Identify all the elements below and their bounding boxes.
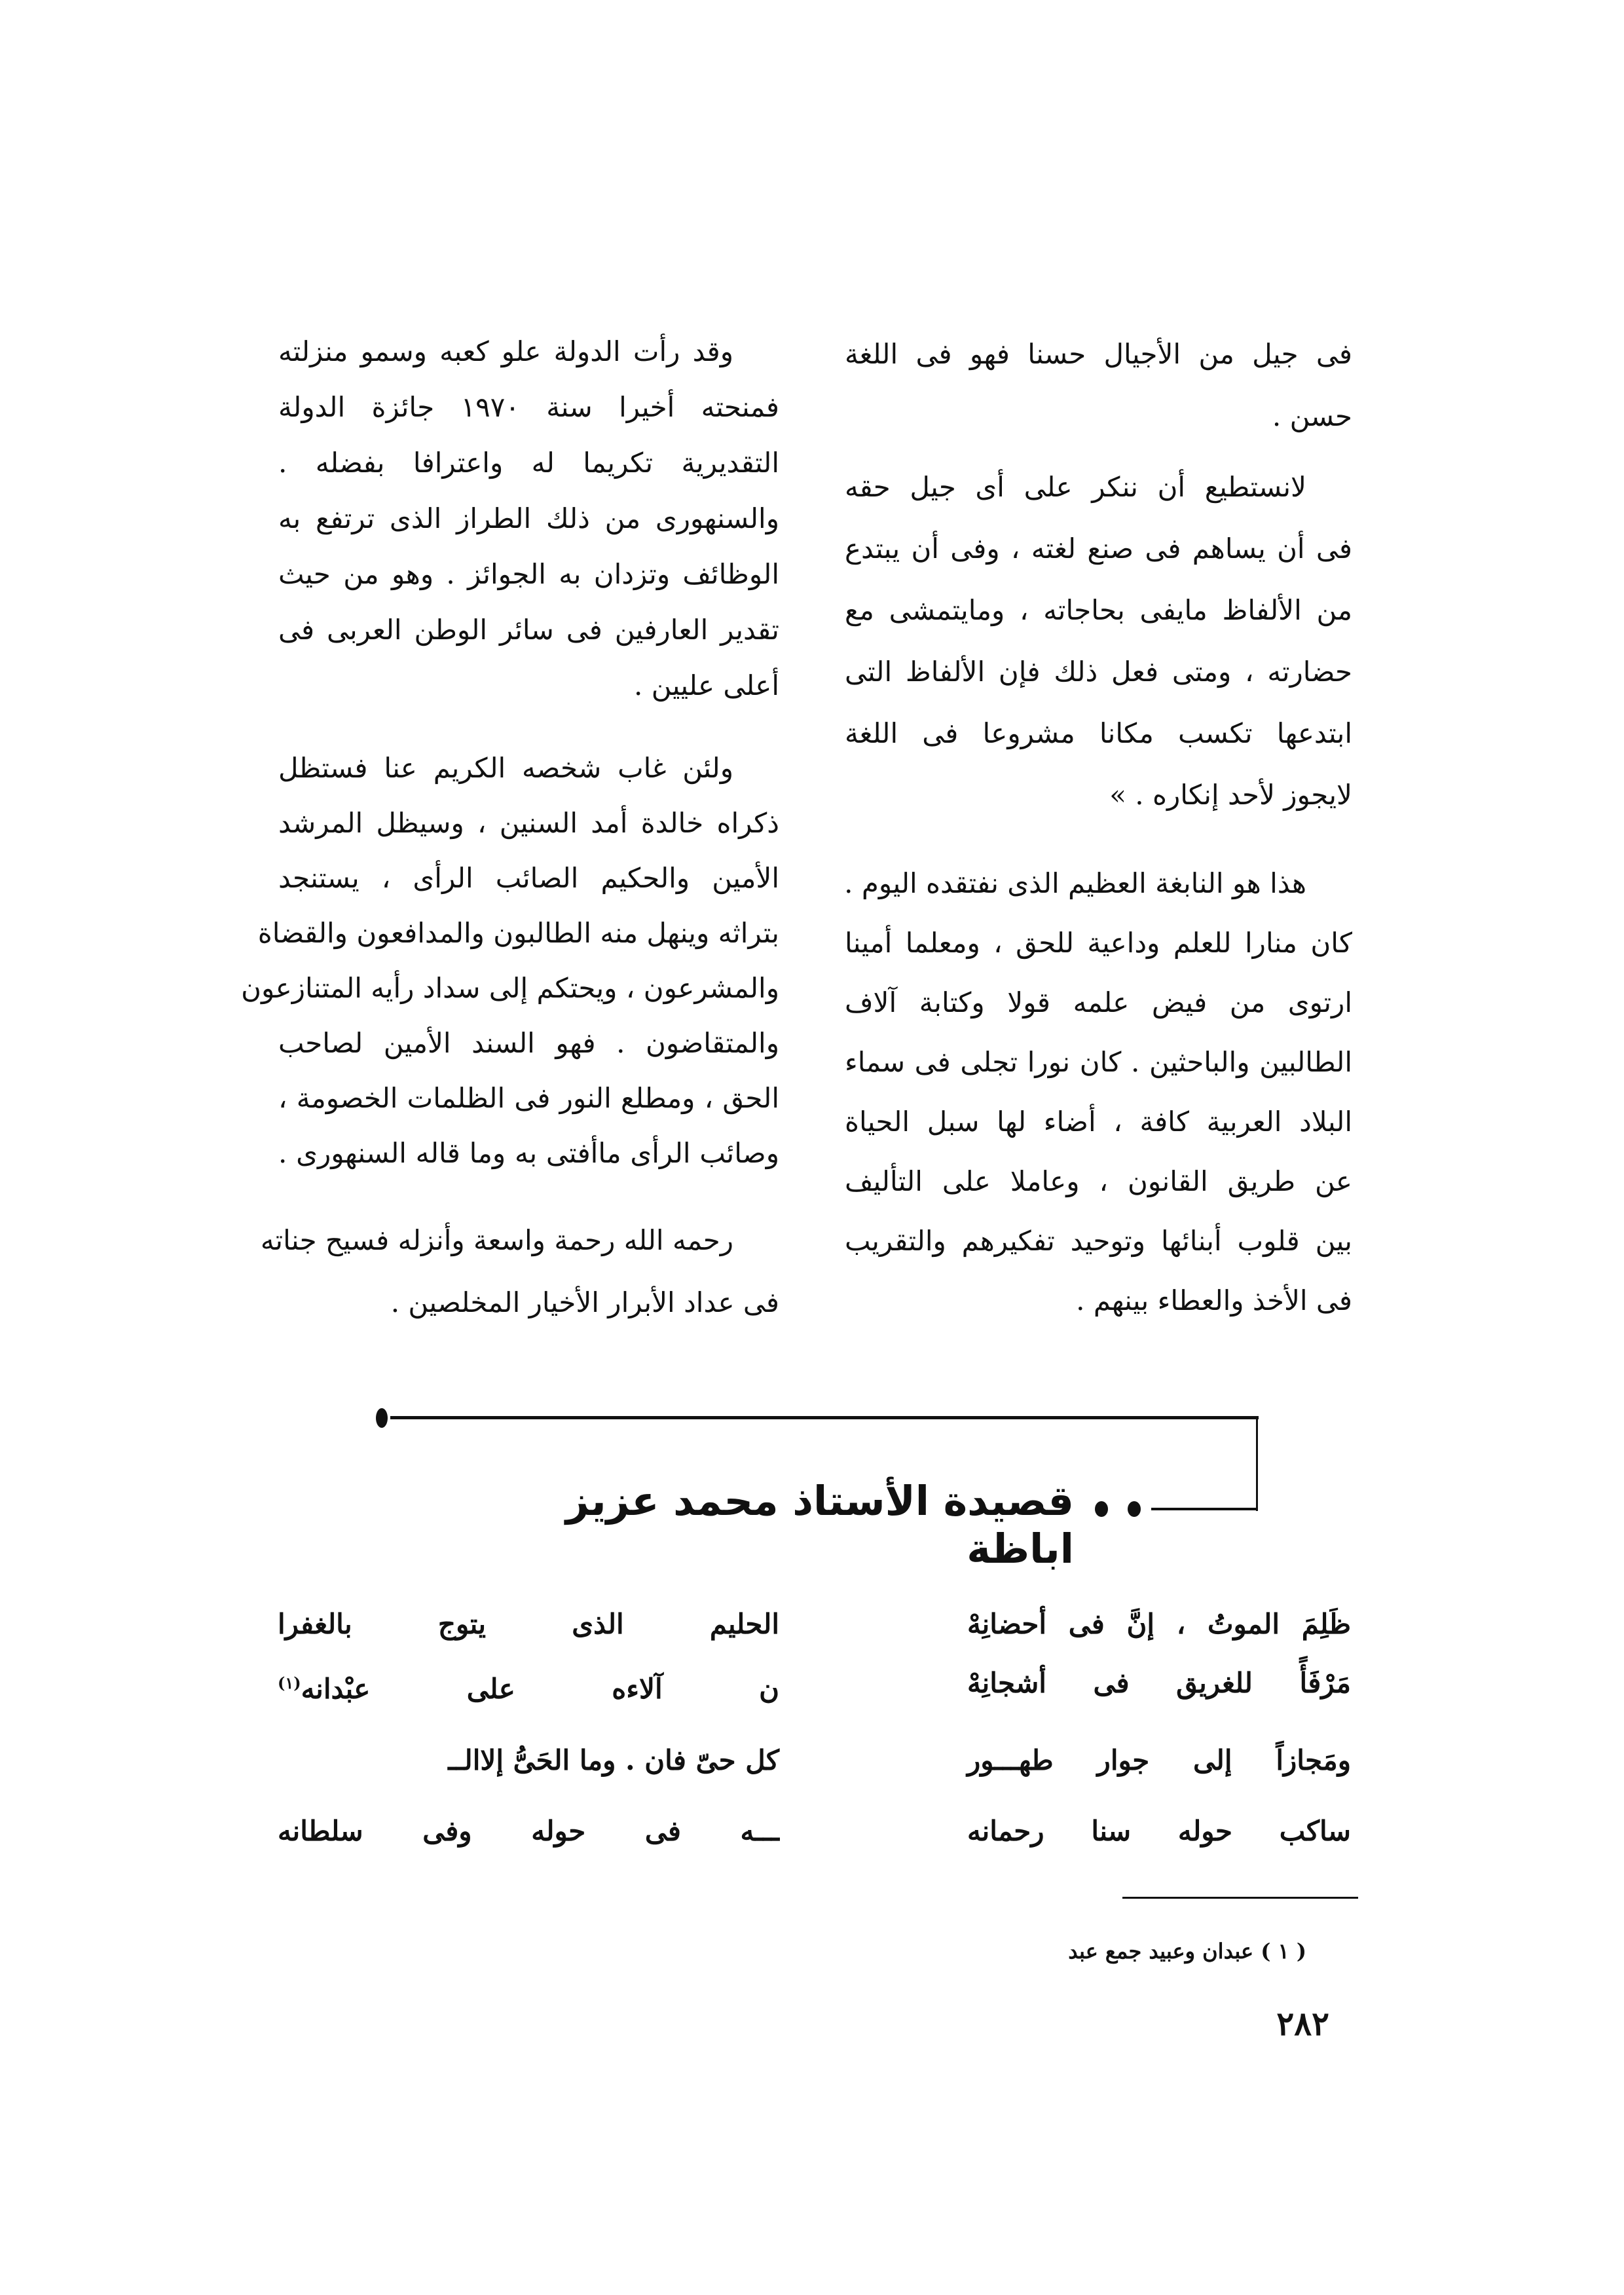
text-line: رحمه الله رحمة واسعة وأنزله فسيح جناته — [260, 1224, 733, 1256]
text-line: فى عداد الأبرار الأخيار المخلصين . — [390, 1286, 779, 1318]
verse-left-hemistich: ـــه فى حوله وفى سلطانه — [278, 1815, 779, 1847]
verse-left-hemistich: الحليم الذى يتوج بالغفرا — [278, 1608, 779, 1640]
text-line: ذكراه خالدة أمد السنين ، وسيظل المرشد — [278, 807, 779, 839]
text-line: والسنهورى من ذلك الطراز الذى ترتفع به — [278, 502, 779, 534]
paragraph — [260, 1209, 779, 1334]
text-line: لايجوز لأحد إنكاره . » — [1109, 779, 1352, 811]
text-line: وصائب الرأى ماأفتى به وما قاله السنهورى . — [278, 1137, 779, 1169]
bullet-dot — [1128, 1501, 1141, 1517]
text-line: من الألفاظ مايفى بحاجاته ، ومايتمشى مع — [845, 594, 1352, 626]
paragraph — [845, 323, 1352, 447]
text-line: البلاد العربية كافة ، أضاء لها سبل الحياة — [845, 1106, 1352, 1138]
text-line: عن طريق القانون ، وعاملا على التأليف — [845, 1165, 1352, 1197]
verse-left-hemistich: كل حىّ فان . وما الحَىُّ إلاالــ — [448, 1744, 779, 1776]
text-line: وقد رأت الدولة علو كعبه وسمو منزلته — [278, 335, 733, 367]
text-line: الأمين والحكيم الصائب الرأى ، يستنجد — [278, 862, 779, 894]
text-line: الوظائف وتزدان به الجوائز . وهو من حيث — [278, 558, 779, 590]
text-line: حسن . — [1272, 400, 1352, 432]
footnote: ( ١ ) عبدان وعبيد جمع عبد — [1068, 1939, 1306, 1964]
text-line: حضارته ، ومتى فعل ذلك فإن الألفاظ التى — [845, 656, 1352, 688]
divider-line — [1256, 1416, 1258, 1511]
poem-title: قصيدة الأستاذ محمد عزيز اباظة — [565, 1477, 1074, 1573]
text-line: فى جيل من الأجيال حسنا فهو فى اللغة — [845, 338, 1352, 370]
verse-right-hemistich: ظَلِمَ الموتُ ، إنَّ فى أحضانِهْ — [967, 1608, 1351, 1640]
verse-right-hemistich: ساكب حوله سنا رحمانه — [967, 1815, 1351, 1847]
paragraph — [845, 457, 1352, 826]
text-line: ارتوى من فيض علمه قولا وكتابة آلاف — [845, 986, 1352, 1018]
text-line: ابتدعها تكسب مكانا مشروعا فى اللغة — [845, 717, 1352, 749]
bullet-dot — [376, 1408, 388, 1428]
footnote-mark: (١) — [278, 1673, 301, 1692]
text-line: بتراثه وينهل منه الطالبون والمدافعون والقضاة — [257, 917, 779, 949]
text-line: والمشرعون ، ويحتكم إلى سداد رأيه المتنازعون — [241, 972, 779, 1004]
verse-right-hemistich: ومَجازاً إلى جوار طهـــور — [967, 1744, 1351, 1776]
divider-line — [390, 1416, 1259, 1419]
verse-right-hemistich: مَرْفَأً للغريق فى أشجانِهْ — [967, 1667, 1351, 1699]
text-line: هذا هو النابغة العظيم الذى نفتقده اليوم . — [844, 867, 1306, 899]
text-line: الحق ، ومطلع النور فى الظلمات الخصومة ، — [278, 1082, 779, 1114]
text-line: التقديرية تكريما له واعترافا بفضله . — [278, 447, 779, 479]
text-line: والمتقاضون . فهو السند الأمين لصاحب — [278, 1027, 779, 1059]
divider-line — [1151, 1508, 1258, 1510]
text-line: بين قلوب أبنائها وتوحيد تفكيرهم والتقريب — [845, 1225, 1352, 1257]
bullet-dot — [1095, 1501, 1108, 1517]
footnote-divider — [1122, 1897, 1358, 1899]
text-line: ولئن غاب شخصه الكريم عنا فستظل — [278, 752, 733, 784]
text-line: لانستطيع أن ننكر على أى جيل حقه — [845, 471, 1306, 503]
page-number: ٢٨٢ — [1276, 2004, 1329, 2043]
text-line: تقدير العارفين فى سائر الوطن العربى فى — [278, 614, 779, 646]
text-line: فى أن يساهم فى صنع لغته ، وفى أن يبتدع — [845, 532, 1352, 565]
text-line: فى الأخذ والعطاء بينهم . — [1076, 1284, 1352, 1316]
text-line: كان منارا للعلم وداعية للحق ، ومعلما أمينا — [845, 927, 1352, 959]
verse-text: ن آلاءه على عبْدانه — [301, 1673, 779, 1705]
text-line: الطالبين والباحثين . كان نورا تجلى فى سماء — [845, 1046, 1352, 1078]
paragraph — [241, 741, 779, 1181]
text-line: فمنحته أخيرا سنة ١٩٧٠ جائزة الدولة — [278, 391, 780, 423]
paragraph — [278, 324, 779, 713]
paragraph — [845, 853, 1352, 1330]
text-line: أعلى عليين . — [634, 669, 779, 701]
verse-left-hemistich — [278, 1664, 779, 1703]
